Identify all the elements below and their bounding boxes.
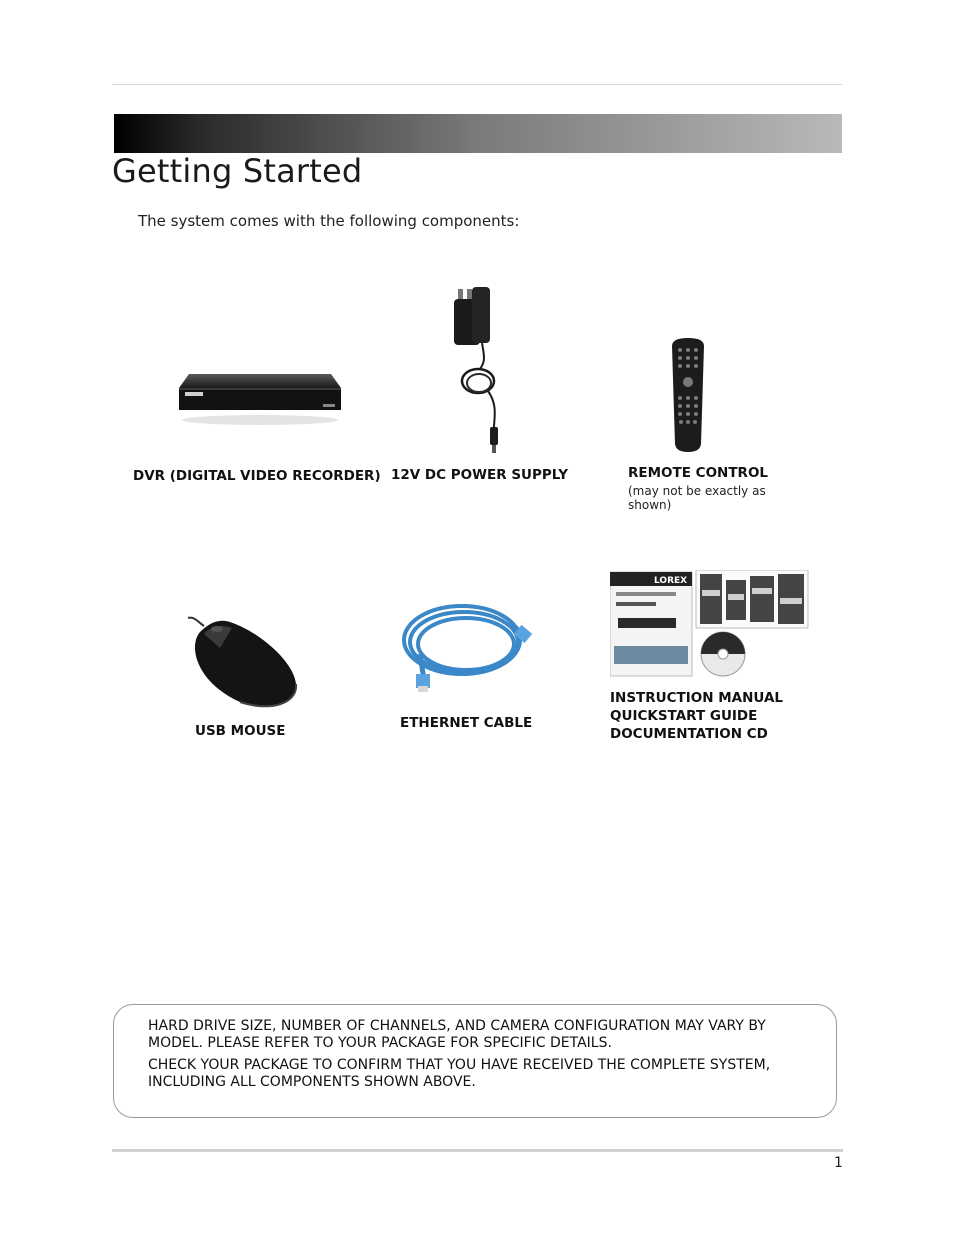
header-gradient-bar [114, 114, 842, 153]
intro-text: The system comes with the following components: [138, 212, 520, 230]
remote-control-image [668, 336, 708, 454]
notice-text-check-package: CHECK YOUR PACKAGE TO CONFIRM THAT YOU HAVE RECEIVED THE COMPLETE SYSTEM, INCLUDING ALL COMPONENTS SHOWN ABOVE. [148, 1057, 771, 1090]
dvr-image [175, 360, 345, 450]
usb-mouse-label: USB MOUSE [195, 723, 286, 739]
page-title: Getting Started [112, 152, 363, 190]
page-number: 1 [834, 1155, 843, 1171]
ethernet-cable-label: ETHERNET CABLE [400, 715, 533, 731]
documentation-label-manual: INSTRUCTION MANUAL [610, 690, 784, 706]
remote-control-note: (may not be exactly as shown) [628, 484, 766, 512]
notice-text-model-variation: HARD DRIVE SIZE, NUMBER OF CHANNELS, AND CAMERA CONFIGURATION MAY VARY BY MODEL. PLEASE REFER TO YOUR PACKAGE FOR SPECIFIC DETAILS. [148, 1018, 766, 1051]
bottom-divider [112, 1149, 843, 1152]
documentation-label-quickstart: QUICKSTART GUIDE [610, 708, 758, 724]
power-supply-image [450, 283, 520, 458]
documentation-label-cd: DOCUMENTATION CD [610, 726, 768, 742]
ethernet-cable-image [400, 594, 535, 694]
usb-mouse-image [180, 612, 305, 712]
power-supply-label: 12V DC POWER SUPPLY [391, 467, 569, 483]
dvr-label: DVR (DIGITAL VIDEO RECORDER) [133, 468, 381, 484]
documentation-image [610, 570, 810, 678]
remote-control-label: REMOTE CONTROL [628, 465, 769, 481]
manual-brand-text: LOREX [654, 576, 688, 586]
top-divider [112, 84, 842, 85]
